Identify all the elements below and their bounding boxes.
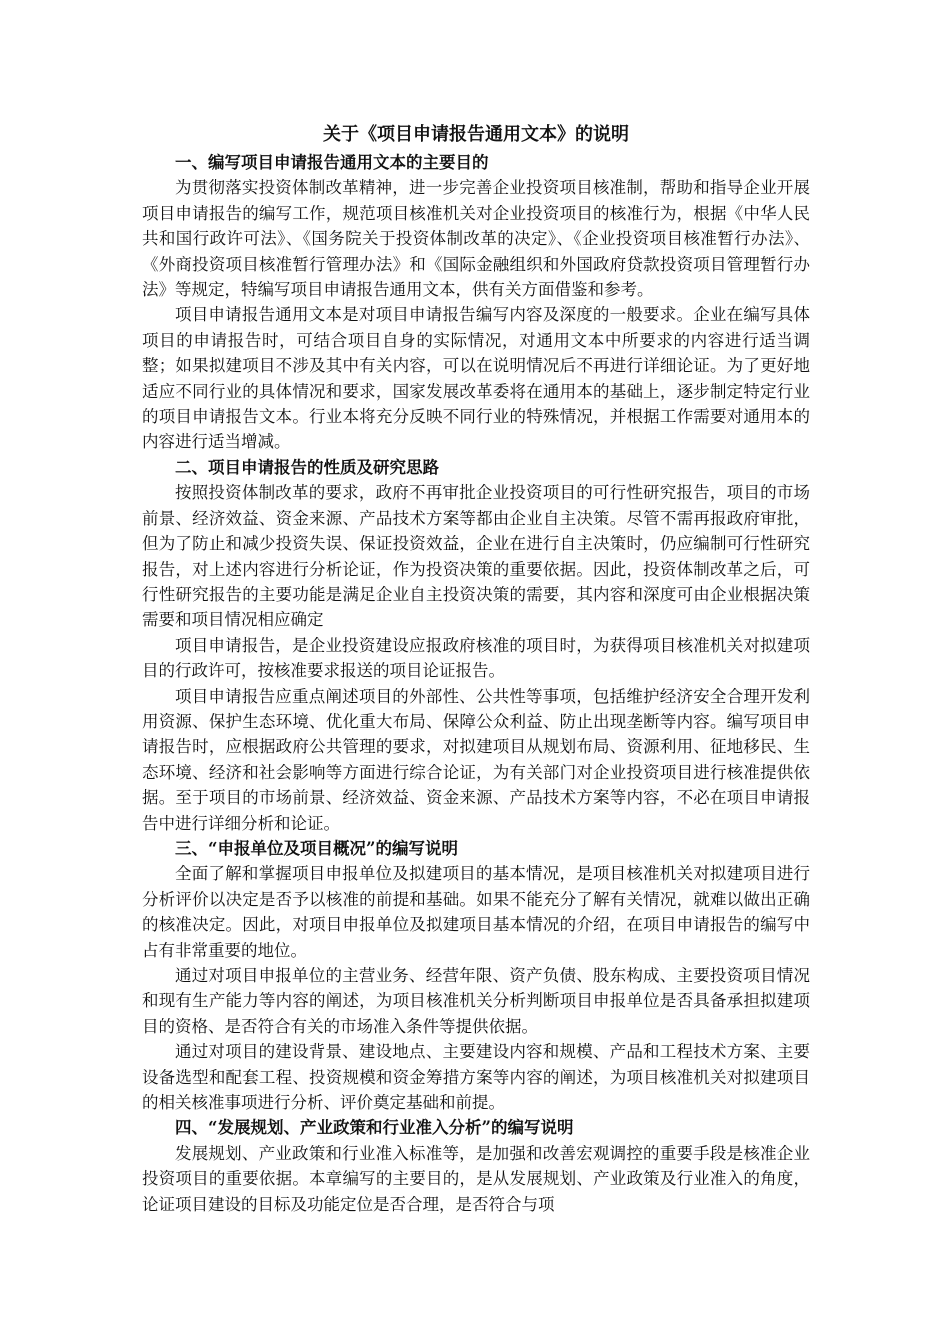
section-heading: 三、“申报单位及项目概况”的编写说明 [175,838,458,858]
paragraph: 发展规划、产业政策和行业准入标准等，是加强和改善宏观调控的重要手段是核准企业投资项目的重要依据。本章编写的主要目的，是从发展规划、产业政策及行业准入的角度，论证项目建设的目标及功能定位是否合理，是否符合与项 [142,1143,810,1214]
section-3 [142,836,810,1115]
document-page [142,120,810,1217]
paragraph: 通过对项目申报单位的主营业务、经营年限、资产负债、股东构成、主要投资项目情况和现有生产能力等内容的阐述，为项目核准机关分析判断项目申报单位是否具备承担拟建项目的资格、是否符合有关的市场准入条件等提供依据。 [142,966,810,1036]
paragraph: 项目申请报告应重点阐述项目的外部性、公共性等事项，包括维护经济安全合理开发利用资源、保护生态环境、优化重大布局、保障公众利益、防止出现垄断等内容。编写项目申请报告时，应根据政府公共管理的要求，对拟建项目从规划布局、资源利用、征地移民、生态环境、经济和社会影响等方面进行综合论证，为有关部门对企业投资项目进行核准提供依据。至于项目的市场前景、经济效益、资金来源、产品技术方案等内容，不必在项目申请报告中进行详细分析和论证。 [142,686,810,833]
section-heading: 四、“发展规划、产业政策和行业准入分析”的编写说明 [175,1118,574,1138]
section-heading: 二、项目申请报告的性质及研究思路 [175,457,439,477]
paragraph: 为贯彻落实投资体制改革精神，进一步完善企业投资项目核准制，帮助和指导企业开展项目申请报告的编写工作，规范项目核准机关对企业投资项目的核准行为，根据《中华人民共和国行政许可法》、《国务院关于投资体制改革的决定》、《企业投资项目核准暂行办法》、《外商投资项目核准暂行管理办法》和《国际金融组织和外国政府贷款投资项目管理暂行办法》等规定，特编写项目申请报告通用文本，供有关方面借鉴和参考。 [142,178,810,300]
paragraph: 通过对项目的建设背景、建设地点、主要建设内容和规模、产品和工程技术方案、主要设备选型和配套工程、投资规模和资金筹措方案等内容的阐述，为项目核准机关对拟建项目的相关核准事项进行分析、评价奠定基础和前提。 [142,1042,810,1113]
paragraph: 项目申请报告通用文本是对项目申请报告编写内容及深度的一般要求。企业在编写具体项目的申请报告时，可结合项目自身的实际情况，对通用文本中所要求的内容进行适当调整；如果拟建项目不涉及其中有关内容，可以在说明情况后不再进行详细论证。为了更好地适应不同行业的具体情况和要求，国家发展改革委将在通用本的基础上，逐步制定特定行业的项目申请报告文本。行业本将充分反映不同行业的特殊情况，并根据工作需要对通用本的内容进行适当增减。 [142,305,810,452]
paragraph: 全面了解和掌握项目申报单位及拟建项目的基本情况，是项目核准机关对拟建项目进行分析评价以决定是否予以核准的前提和基础。如果不能充分了解有关情况，就难以做出正确的核准决定。因此，对项目申报单位及拟建项目基本情况的介绍，在项目申请报告的编写中占有非常重要的地位。 [142,864,810,960]
section-4 [142,1115,810,1217]
section-2 [142,455,810,836]
paragraph: 项目申请报告，是企业投资建设应报政府核准的项目时，为获得项目核准机关对拟建项目的行政许可，按核准要求报送的项目论证报告。 [142,635,810,681]
paragraph: 按照投资体制改革的要求，政府不再审批企业投资项目的可行性研究报告，项目的市场前景、经济效益、资金来源、产品技术方案等都由企业自主决策。尽管不需再报政府审批，但为了防止和减少投资失误、保证投资效益，企业在进行自主决策时，仍应编制可行性研究报告，对上述内容进行分析论证，作为投资决策的重要依据。因此，投资体制改革之后，可行性研究报告的主要功能是满足企业自主投资决策的需要，其内容和深度可由企业根据决策需要和项目情况相应确定 [142,483,810,630]
section-heading: 一、编写项目申请报告通用文本的主要目的 [175,153,489,172]
section-1 [142,150,810,455]
document-title: 关于《项目申请报告通用文本》的说明 [323,124,629,145]
